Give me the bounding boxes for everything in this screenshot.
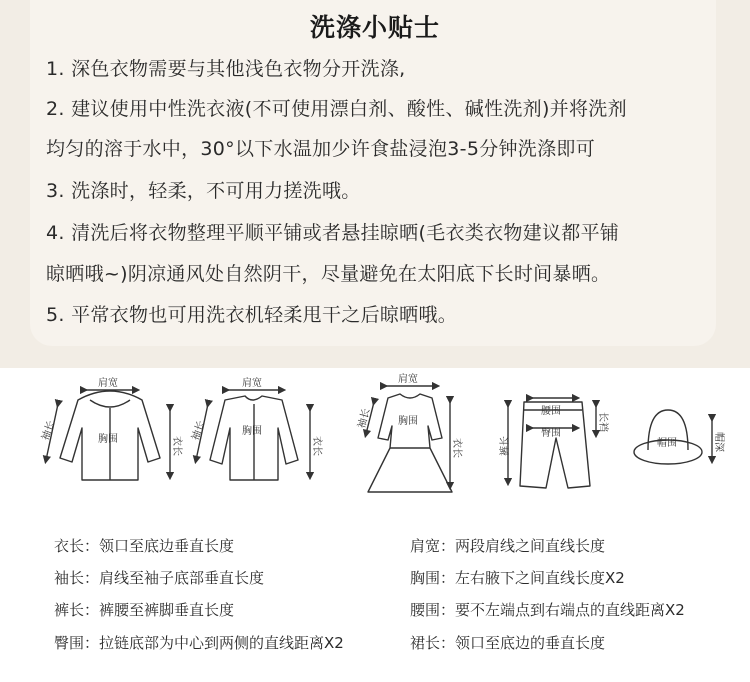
dress-icon bbox=[366, 386, 452, 492]
pants-rise-label: 长裆 bbox=[597, 412, 608, 432]
jacket-length-label: 衣长 bbox=[171, 436, 182, 456]
definition-right-2: 胸围：左右腋下之间直线长度X2 bbox=[410, 569, 625, 587]
tip-line-4: 3. 洗涤时，轻柔，不可用力搓洗哦。 bbox=[46, 180, 361, 202]
tip-line-5: 4. 清洗后将衣物整理平顺平铺或者悬挂晾晒(毛衣类衣物建议都平铺 bbox=[46, 222, 620, 244]
definition-right-4: 裙长：领口至底边的垂直长度 bbox=[410, 634, 606, 652]
definition-left-2: 袖长：肩线至袖子底部垂直长度 bbox=[54, 569, 265, 587]
tips-title: 洗涤小贴士 bbox=[309, 13, 440, 42]
garment-figures bbox=[0, 368, 750, 498]
definition-left-3: 裤长：裤腰至裤脚垂直长度 bbox=[54, 601, 235, 619]
pants-hip-label: 臀围 bbox=[541, 428, 561, 439]
tip-line-2: 2. 建议使用中性洗衣液(不可使用漂白剂、酸性、碱性洗剂)并将洗剂 bbox=[46, 98, 627, 120]
definition-left-1: 衣长：领口至底边垂直长度 bbox=[54, 537, 235, 555]
tips-card bbox=[30, 0, 716, 346]
jacket-shoulder-label: 肩宽 bbox=[98, 378, 118, 389]
definition-right-3: 腰围：要不左端点到右端点的直线距离X2 bbox=[410, 601, 685, 619]
shirt-chest-label: 胸围 bbox=[242, 426, 262, 437]
dress-sleeve-label: 袖长 bbox=[356, 407, 373, 430]
hat-circumference-label: 帽围 bbox=[657, 438, 677, 449]
shirt-length-label: 衣长 bbox=[311, 436, 322, 456]
shirt-shoulder-label: 肩宽 bbox=[242, 378, 262, 389]
definition-left-4: 臀围：拉链底部为中心到两侧的直线距离X2 bbox=[54, 634, 344, 652]
pants-waist-label: 腰围 bbox=[541, 406, 561, 417]
tip-line-7: 5. 平常衣物也可用洗衣机轻柔甩干之后晾晒哦。 bbox=[46, 304, 458, 326]
definition-right-1: 肩宽：两段肩线之间直线长度 bbox=[410, 537, 606, 555]
jacket-sleeve-label: 袖长 bbox=[40, 419, 58, 443]
tip-line-1: 1. 深色衣物需要与其他浅色衣物分开洗涤, bbox=[46, 58, 406, 80]
jacket-chest-label: 胸围 bbox=[98, 434, 118, 445]
shirt-sleeve-label: 袖长 bbox=[190, 419, 208, 443]
pants-length-label: 裤长 bbox=[500, 436, 511, 456]
hat-icon bbox=[634, 410, 712, 464]
tip-line-3: 均匀的溶于水中，30°以下水温加少许食盐浸泡3-5分钟洗涤即可 bbox=[46, 138, 596, 160]
tip-line-6: 晾晒哦~)阴凉通风处自然阴干，尽量避免在太阳底下长时间暴晒。 bbox=[46, 263, 611, 285]
garment-diagram bbox=[0, 368, 750, 498]
dress-chest-label: 胸围 bbox=[398, 416, 418, 427]
hat-depth-label: 帽深 bbox=[713, 432, 724, 452]
dress-shoulder-label: 肩宽 bbox=[398, 374, 418, 385]
dress-length-label: 衣长 bbox=[451, 438, 462, 458]
